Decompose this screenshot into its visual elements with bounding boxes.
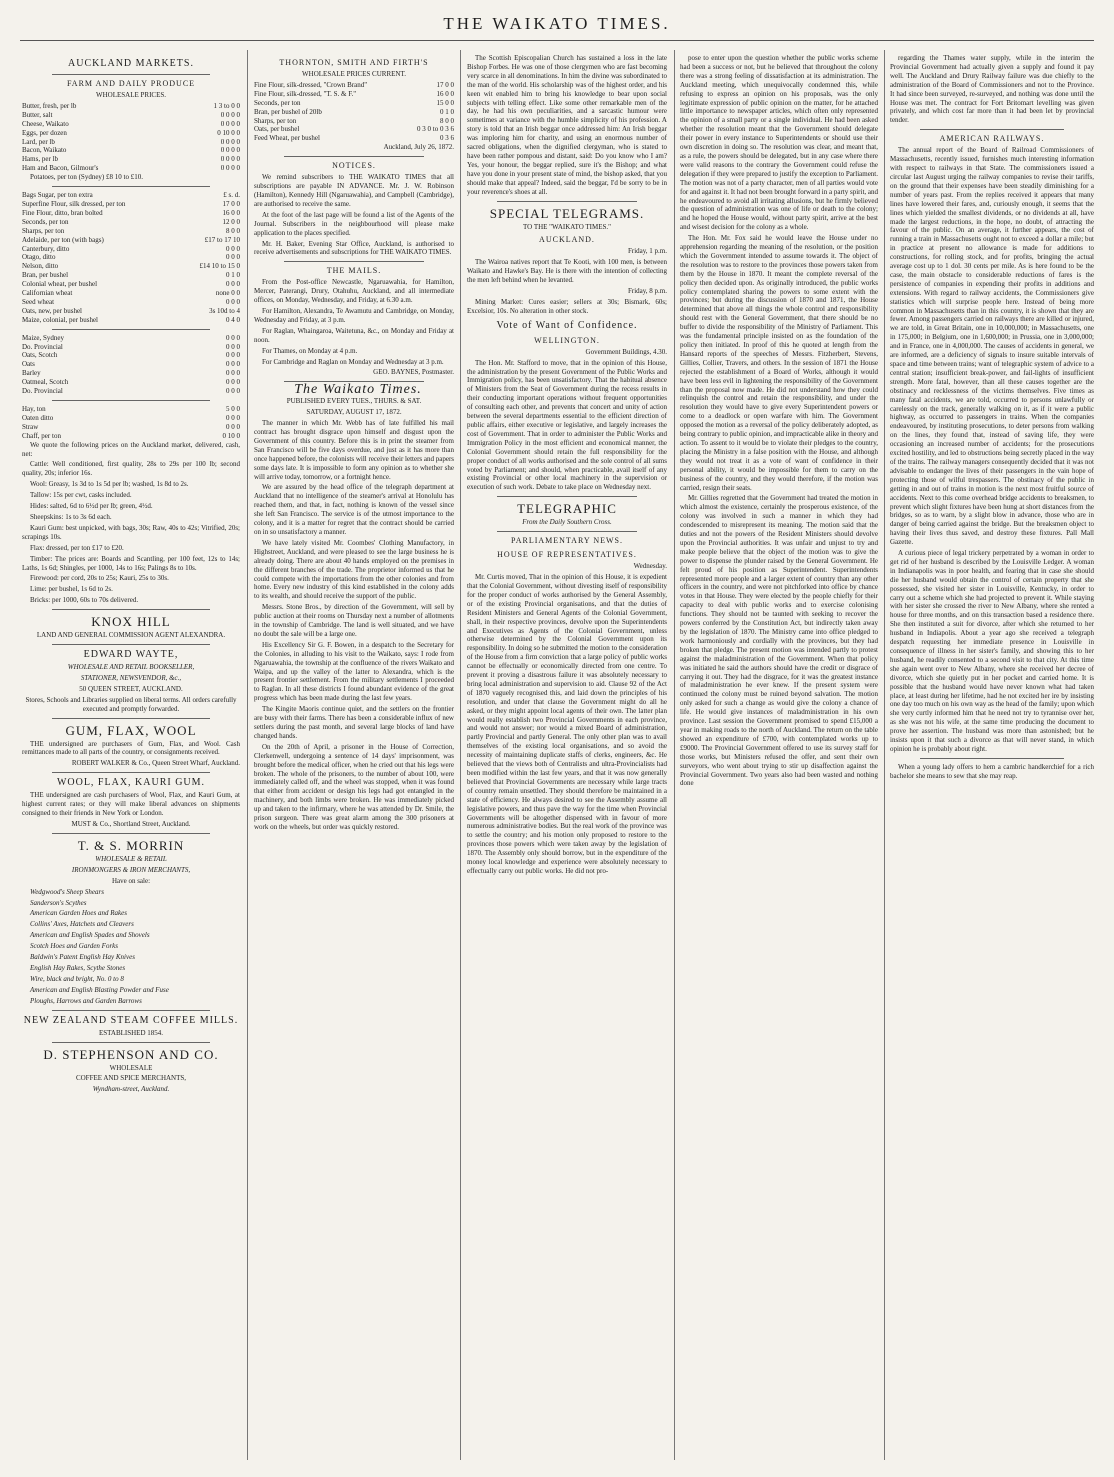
knox-heading: KNOX HILL [91, 614, 171, 630]
price-item: Superfine Flour, silk dressed, per ton [22, 199, 126, 208]
price-value: 0 0 0 [226, 253, 240, 262]
article-paragraph: The manner in which Mr. Webb has of late fulfilled his mail contract has brought disgrace upon himself and disgust upon the Government of this country. Before this is in print the steamer from San Francisco will be five days overdue, and just as it has more than once happened before, the colonists will receive their letters and papers some days late. It is impossible to form any opinion as to whether she will arrive today, tomorrow, or a fortnight hence. [254, 419, 454, 481]
column-4 [680, 54, 878, 1464]
price-value: 0 0 0 [226, 244, 240, 253]
hay-price-list [22, 405, 240, 441]
price-item: Bran, per bushel [22, 271, 69, 280]
price-item: Oats, Scotch [22, 351, 58, 360]
price-item: Oats, new, per bushel [22, 306, 83, 315]
market-paragraph: Kauri Gum: best unpicked, with bags, 30s; Raw, 40s to 42s; Vitrified, 20s; scrapings 10s. [22, 523, 240, 541]
from-southern-cross: From the Daily Southern Cross. [522, 518, 612, 527]
telegram-te-kooti: The Wairoa natives report that Te Kooti, with 100 men, is between Waikato and Hawke's Bay. He is there with the intention of collecting the men left behind when he levanted. [467, 258, 667, 285]
price-row [22, 405, 240, 414]
article-paragraph: Messrs. Stone Bros., by direction of the Government, will sell by public auction at their rooms on Thursday next a number of allotments in the township of Cambridge. The land is well situated, and we have no doubt the sale will be a large one. [254, 603, 454, 638]
list-item: American Garden Hoes and Rakes [30, 909, 127, 918]
price-item: Chaff, per ton [22, 431, 61, 440]
wool-text: THE undersigned are cash purchasers of Wool, Flax, and Kauri Gum, at highest current rates; or they will make liberal advances on shipments consigned to their friends in New York or London. [22, 791, 240, 818]
special-telegrams-heading: SPECIAL TELEGRAMS. [489, 205, 645, 221]
price-item: Hay, ton [22, 405, 46, 413]
price-value: 3s 10d to 4 [209, 306, 240, 315]
thornton-price-list [254, 81, 454, 143]
price-row [22, 387, 240, 396]
price-value: 8 0 0 [226, 226, 240, 235]
price-item: Seed wheat [22, 297, 55, 306]
mail-paragraph: For Thames, on Monday at 4 p.m. [262, 346, 358, 355]
wool-heading: WOOL, FLAX, KAURI GUM. [56, 777, 206, 789]
price-row [22, 378, 240, 387]
list-item: Wire, black and bright, No. 0 to 8 [30, 974, 124, 983]
morrin-item-list [22, 888, 240, 1006]
price-row [22, 351, 240, 360]
column-2 [254, 54, 454, 1464]
stephenson-heading: D. STEPHENSON AND CO. [43, 1046, 219, 1062]
price-row [22, 289, 240, 298]
price-value: 0 0 0 0 [220, 137, 240, 146]
price-item: Colonial wheat, per bushel [22, 280, 98, 289]
masthead-rule [20, 40, 1094, 41]
column-1 [22, 54, 240, 1464]
price-item: Hams, per lb [22, 155, 58, 164]
market-paragraph: Wool: Greasy, 1s 3d to 1s 5d per lb; washed, 1s 8d to 2s. [30, 480, 189, 489]
price-row [22, 369, 240, 378]
price-item: Fine Flour, silk-dressed, "Crown Brand" [254, 80, 368, 89]
wholesale-label: WHOLESALE PRICES. [96, 91, 166, 99]
price-value: 0 1 0 [440, 107, 454, 116]
price-value: 8 0 0 [440, 116, 454, 125]
price-row [254, 81, 454, 90]
debate-continuation [680, 54, 878, 788]
price-value: 0 0 0 [226, 387, 240, 396]
column-divider [674, 50, 675, 1460]
price-value: 0 3 6 [440, 134, 454, 143]
price-item: Oats [22, 360, 35, 369]
price-row [22, 227, 240, 236]
price-value: 0 0 0 0 [220, 146, 240, 155]
price-item: Barley [22, 369, 41, 378]
price-row [22, 245, 240, 254]
column-divider [460, 50, 461, 1460]
government-buildings: Government Buildings, 4.30. [585, 347, 667, 356]
price-value: 0 0 0 [226, 413, 240, 422]
price-item: Sharps, per ton [254, 116, 297, 125]
knox-text: LAND AND GENERAL COMMISSION AGENT ALEXANDRA. [36, 631, 226, 640]
price-row [22, 334, 240, 343]
price-row [22, 253, 240, 262]
bishop-paragraph: The Scottish Episcopalian Church has sustained a loss in the late Bishop Forbes. He was one of those clergymen who are fast becoming very scarce in all denominations. In him the divine was subordinated to the man of the world. His scholarship was of the highest order, and his keen wit enabled him to bring his knowledge to bear upon social subjects with telling effect. Like some other remarkable men of the day, he had his own peculiarities, and a sarcastic humour were sometimes at variance with the humble simplicity of his profession. A story is told that an Irish beggar once addressed him: An Irish beggar was imploring him for charity, and using an enormous number of sacred obligations, when the dignified clergyman, who is stated to have been rather pompous and distant, said: Do you know who I am? Yes, your honour, the beggar replied, sure it's the Bishop; and what have you done in your present state of mind, the bishop asked, that you should make that appeal? Indeed, said the beggar, I'd be sorry to be in your reverence's shoes at all. [467, 54, 667, 196]
price-item: Ham and Bacon, Gilmour's [22, 164, 99, 173]
wayte-subheading-2: STATIONER, NEWSVENDOR, &c., [80, 673, 182, 682]
column-5 [890, 54, 1094, 1464]
curtis-speech [467, 573, 667, 876]
price-item: Cheese, Waikato [22, 119, 69, 128]
produce-price-list [22, 334, 240, 396]
morrin-have: Have on sale: [111, 876, 151, 885]
column-divider [247, 50, 248, 1460]
price-row [22, 236, 240, 245]
article-paragraph: On the 20th of April, a prisoner in the House of Correction, Clerkenwell, undergoing a sentence of 14 days' imprisonment, was brought before the medical officer, when he cried out that his legs were broken. The whole of the prisoners, to the number of about 100, were immediately called off, and the wheel was stopped, when it was found that either from accident or design his legs had got entangled in the machinery, and both limbs were broken. He was immediately picked up and taken to the infirmary, where he was attended by Dr. Smile, the prison surgeon. There was great alarm among the 300 prisoners at work on the wheels, but order was quickly restored. [254, 742, 454, 831]
price-row [22, 146, 240, 155]
price-list [22, 102, 240, 173]
price-row [22, 414, 240, 423]
price-value: £17 to 17 10 [204, 235, 240, 244]
article-paragraph: pose to enter upon the question whether the public works scheme had been a success or not, but he believed that throughout the colony there was a strong feeling of dissatisfaction at its administration. The Auckland meeting, which unequivocally condemned this, while refusing to express an opinion on his proposals, was the only legitimate expression of public opinion on the matter, for he attached little importance to newspaper articles, which often only represented the opinion of a small party or a single individual. He had been asked whether the resolution meant that the Government should delegate their power in every instance to Superintendents or should use their own discretion in doing so. The resolution was clear, and meant that, as a rule, the powers should be delegated, but in any case where there were valid reasons to the contrary the Government could refuse the delegation if they were prepared to justify the exception to Parliament. The motion was not of a party character, men of all parties would vote for and against it. It had not been brought forward in a party spirit, and he endeavoured to avoid all irritating allusions, but he firmly believed the question of administration was one of life or death to the colony; and he hoped the House would, without party spirit, arrive at the best and wisest decision for the colony as a whole. [680, 54, 878, 232]
price-value: 0 10 0 0 [217, 128, 240, 137]
wayte-text: Stores, Schools and Libraries supplied on liberal terms. All orders carefully executed and promptly forwarded. [25, 695, 237, 713]
price-row [22, 200, 240, 209]
market-paragraph: Tallow: 15s per cwt, casks included. [30, 491, 132, 500]
mail-paragraph: From the Post-office Newcastle, Ngaruawahia, for Hamilton, Mercer, Paterangi, Drury, Otahuhu, Auckland, and all intermediate offices, on Monday, Wednesday, and Friday, at 6.30 a.m. [254, 278, 454, 305]
auckland-heading: AUCKLAND. [539, 235, 595, 245]
price-value: 0 3 0 to 0 3 6 [417, 125, 454, 134]
price-item: Bags Sugar, per ton extra [22, 191, 93, 200]
price-item: Seconds, per ton [22, 217, 69, 226]
price-row [22, 316, 240, 325]
thornton-subheading: WHOLESALE PRICES CURRENT. [302, 70, 406, 78]
article-paragraph: Mr. Gillies regretted that the Government had treated the motion in which almost the existence, certainly the prosperous existence, of the colony was involved in such a manner in which they had condescended to misrepresent its meaning. The motion said that the duties and not the powers of the Resident Ministers should devolve upon the Provincial authorities. It was unfair and unjust to try and make people believe that the object of the motion was to give the power to dispense the plunder raised by the General Government. He felt proud of his position as Superintendent. Superintendents represented more people and a larger extent of country than any other officers in the country, and were not pitchforked into office by chance votes in that House. They were elected by the people chiefly for their capacity to deal with public works and to exercise colonising functions. They should not be taunted with seeking to recover the powers conferred by the Constitution Act, but indirectly taken away by the legislation of 1870. The Ministry came into office pledged to work harmoniously and cordially with the provinces, but they had broken that pledge. The present motion was intended partly to protest against the maladministration of the Government. When that policy was initiated he said the authors should have the credit or disgrace of carrying it out. They had the disgrace, for it was the greatest instance of maladministration he ever knew. If the present system were continued the colony must be ruined beyond salvation. The motion only asked for such a change as would give the colony a chance of life. He would give instances of maladministration in his own province. Last session the Government promised to spend £15,000 a year in making roads to the north of Auckland. The return on the table showed an expenditure of £700, with contemplated works up to £9000. The Provincial Government offered to use its survey staff for those works, but Ministers refused the offer, and sent their own surveyors, who went about trying to stir up disaffection against the Provincial Government. Two years also had been wasted and nothing done [680, 494, 878, 788]
market-paragraph: Timber: The prices are: Boards and Scantling, per 100 feet, 12s to 14s; Laths, 1s 6d; Shingles, per 1000, 14s to 16s; Palings 8s to 10s. [22, 554, 240, 572]
price-value: 0 0 0 [226, 369, 240, 378]
price-value: 0 0 0 0 [220, 164, 240, 173]
quote-note: We quote the following prices on the Auckland market, delivered, cash, net: [22, 440, 240, 458]
gum-signature: ROBERT WALKER & Co., Queen Street Wharf, Auckland. [71, 759, 240, 768]
price-item: Maize, Sydney [22, 333, 64, 342]
market-paragraph: Sheepskins: 1s to 3s 6d each. [30, 512, 112, 521]
market-paragraph: Bricks: per 1000, 60s to 70s delivered. [30, 596, 139, 605]
price-row [254, 125, 454, 134]
list-item: Wedgwood's Sheep Shears [30, 887, 104, 896]
price-value: 0 0 0 [226, 360, 240, 369]
morrin-heading: T. & S. MORRIN [77, 837, 185, 853]
price-item: Otago, ditto [22, 253, 56, 262]
market-paragraph: Flax: dressed, per ton £17 to £20. [30, 543, 124, 552]
price-item: Canterbury, ditto [22, 244, 70, 253]
column-divider [884, 50, 885, 1460]
thornton-heading: THORNTON, SMITH AND FIRTH'S [279, 58, 429, 67]
price-item: Butter, salt [22, 110, 53, 119]
article-paragraph: The annual report of the Board of Railroad Commissioners of Massachusetts, recently issued, furnishes much interesting information with respect to railways in that State. The commissioners issued a circular last August urging the railway companies to revise their tariffs, on the ground that their expenses have been steadily diminishing for a number of years past. From the replies received it appears that many lines have lowered their fares, and, curiously enough, it seems that the lines which yielded the smallest dividends, or no dividends at all, have made the largest reductions, in the hope, no doubt, of attracting the favour of the public. On an average, it further appears, the cost of running a train in Massachusetts ought not to exceed a dollar a mile; but in practice at present no allowance is made for additions to constructions, for rolling stock, and for profits, bringing the actual average cost up to 1 dol. 30 cents per mile. As is here found to be the case, the main obstacle to considerable reductions of fares is the persistence of companies in expending their profits in additions and extensions. With regard to railway accidents, the Commissioners give statistics which will surprise people here. Instead of being more common in Massachusetts than in this country, it is shown that they are fewer. Among passengers carried on railways there are killed or injured, we are told, in Great Britain, one in 10,000,000; in Massachusetts, one in 175,000; in Belgium, one in 1,600,000; in Prussia, one in 3,000,000; and in France, one in 4,000,000. The causes of accidents in general, we are informed, are a deficiency of signals to insure suitable intervals of space and time between trains; want of telegraphic system of advice to a central station; insufficient break-power, and fail-lights of insufficient strength. More fatal, however, than all these causes together are the obstinacy and recklessness of the victims themselves. Five times as many fatal accidents, we are told, occurred to persons unlawfully or carelessly on the track, generally walking on it, as if it were a public highway, as occurred to passengers in trains. When the companies endeavoured, by instituting prosecutions, to deter persons from walking on the lines, they found that, instead of saving life, they were occasioning an increased number of accidents; for the prosecutions excited hostility, and led to obstructions being secretly placed in the way of the trains. The railway managers consequently decided that it was not advisable to endanger the lives of their passengers in the vain hope of protecting those of wilful trespassers. The obstinacy of the public in getting in and out of trains in motion is the next most fruitful source of accidents. Next to this come overhead bridge accidents to breaksmen, to prevent which slight fixtures have been hung at short distances from the bridges, so as to warn, by a slight blow in advance, those who are in danger of being carried against the bridge. But the breaksmen object to having their lives thus saved, and destroy these fixtures. Pall Mall Gazette. [890, 146, 1094, 547]
article-paragraph: His Excellency Sir G. F. Bowen, in a despatch to the Secretary for the Colonies, in alluding to his visit to the Waikato, says: I rode from Ngaruawahia, the township at the confluence of the rivers Waikato and Waipa, and up the valley of the latter to Alexandra, which is the present frontier settlement. From the military settlements I proceeded to Raglan. In all these districts I found abundant evidence of the great progress which has been made during the last few years. [254, 640, 454, 703]
list-item: American and English Spades and Shovels [30, 931, 150, 940]
price-row [22, 164, 240, 173]
price-item: Butter, fresh, per lb [22, 101, 77, 110]
price-row [22, 111, 240, 120]
price-item: Seconds, per ton [254, 98, 301, 107]
price-row [22, 298, 240, 307]
price-item: Oats, per bushel [254, 125, 300, 134]
price-value: 1 3 to 0 0 [213, 101, 240, 110]
price-value: 0 4 0 [226, 315, 240, 324]
price-row [22, 209, 240, 218]
price-row [22, 343, 240, 352]
price-row [22, 155, 240, 164]
price-value: 0 0 0 0 [220, 110, 240, 119]
price-value: 0 0 0 [226, 280, 240, 289]
mail-paragraph: For Cambridge and Raglan on Monday and Wednesday at 3 p.m. [262, 357, 444, 366]
price-item: Bacon, Waikato [22, 146, 67, 155]
list-item: Ploughs, Harrows and Garden Barrows [30, 996, 142, 1005]
price-value: none 0 0 [215, 289, 240, 298]
notice-paragraph: At the foot of the last page will be found a list of the Agents of the Journal. Subscribers in the neighbourhood will please make application to the places specified. [254, 210, 454, 237]
list-item: Collins' Axes, Hatchets and Cleavers [30, 920, 134, 929]
price-value: 16 0 0 [436, 89, 454, 98]
price-value: 0 1 0 [226, 271, 240, 280]
notice-paragraph: We remind subscribers to THE WAIKATO TIMES that all subscriptions are payable IN ADVANCE. Mr. J. W. Robinson (Hamilton), Kennedy Hill (Ngaruawahia), and Campbell (Cambridge), are authorised to receive the same. [254, 173, 454, 208]
thames-paragraph: regarding the Thames water supply, while in the interim the Provincial Government had actually given a supply and found it pay well. The Auckland and Drury Railway failure was due chiefly to the administration of the Board of Commissioners and not to the Province. It had since been surveyed, re-surveyed, and nothing was done until the House was met. The contract for Fort Britomart levelling was given privately, and which cost far more than it had been let by provincial tender. [890, 54, 1094, 125]
market-paragraph: Firewood: per cord, 20s to 25s; Kauri, 25s to 30s. [30, 574, 169, 583]
closing-quip: When a young lady offers to hem a cambric handkerchief for a rich bachelor she means to sew that she may reap. [890, 762, 1094, 780]
market-paragraph: Hides: salted, 6d to 6½d per lb; green, 4½d. [30, 502, 153, 511]
price-item: Nelson, ditto [22, 262, 59, 271]
list-item: Baldwin's Patent English Hay Knives [30, 953, 135, 962]
gum-text: THE undersigned are purchasers of Gum, Flax, and Wool. Cash remittances made to all parts of the country, or consignments received. [22, 739, 240, 757]
vote-text: The Hon. Mr. Stafford to move, that in the opinion of this House, the administration by the present Government of the Public Works and Immigration policy, has been unsatisfactory. That the habitual absence of Ministers from the Seat of Government during the recess results in their conducting important operations without frequent opportunities of consulting each other, and prevents that concert and unity of action between the several departments essential to the efficient direction of public affairs, either executive or legislative, and largely increases the cost of Government. That in order to administer the Public Works and Immigration Policy in the most efficient and economical manner, the Colonial Government should retain the full responsibility for the proper conduct of all works authorised and the sole control of all sums voted by Parliament; and should, when practicable, avail itself of any existing Provincial or other local machinery in the supervision or execution of such work. Debate to take place on Wednesday next. [467, 358, 667, 492]
article-paragraph: We have lately visited Mr. Coombes' Clothing Manufactory, in Highstreet, Auckland, and were pleased to see the large business he is already doing. There are about 40 hands employed on the premises in the different branches of the trade. The proprietor informed us that he could compete with the importations from the other colonies and from home. Every new industry of this kind established in the colony adds to its wealth, and should receive the support of the public. [254, 538, 454, 601]
price-row [254, 90, 454, 99]
price-item: Californian wheat [22, 289, 73, 298]
telegraphic-heading: TELEGRAPHIC [517, 501, 617, 517]
price-item: Adelaide, per ton (with bags) [22, 235, 104, 244]
price-item: Do. Provincial [22, 342, 63, 351]
article-paragraph: The Kingite Maoris continue quiet, and the settlers on the frontier are busy with their farms. There has been a considerable influx of new settlers during the past month, and several large blocks of land have changed hands. [254, 705, 454, 740]
paper-title: The Waikato Times. [294, 382, 422, 398]
article-paragraph: We are assured by the head office of the telegraph department at Auckland that no intelligence of the steamer's arrival at Honolulu has reached them, and that, in fact, nothing is known of the vessel since she left San Francisco. The service is of the utmost importance to the colony, and it is a matter for regret that the contract should be carried on in so unsatisfactory a manner. [254, 483, 454, 536]
grocery-price-list [22, 191, 240, 325]
price-row [22, 129, 240, 138]
mails-heading: THE MAILS. [326, 266, 382, 276]
price-item: Bran, per bushel of 20lb [254, 107, 322, 116]
price-row [254, 108, 454, 117]
mails-signature: GEO. BAYNES, Postmaster. [373, 368, 454, 377]
price-value: 17 0 0 [436, 80, 454, 89]
price-item: Lard, per lb [22, 137, 55, 146]
thornton-date: Auckland, July 26, 1872. [383, 143, 454, 152]
price-item: Straw [22, 422, 39, 431]
price-row [22, 280, 240, 289]
potatoes-line: Potatoes, per ton (Sydney) £8 10 to £10. [30, 173, 143, 182]
parliamentary-heading: PARLIAMENTARY NEWS. [511, 536, 623, 546]
price-value: 0 0 0 0 [220, 155, 240, 164]
price-row [22, 218, 240, 227]
market-paragraph: Cattle: Well conditioned, first quality, 28s to 29s per 100 lb; second quality, 20s; inferior 16s. [22, 460, 240, 478]
railways-article [890, 146, 1094, 754]
stephenson-subheading: WHOLESALE [109, 1063, 153, 1072]
price-item: Eggs, per dozen [22, 128, 67, 137]
house-heading: HOUSE OF REPRESENTATIVES. [497, 550, 637, 560]
market-paragraph: Lime: per bushel, 1s 6d to 2s. [30, 585, 113, 594]
price-row [22, 191, 240, 200]
telegram-mining: Mining Market: Cures easier; sellers at 30s; Bismark, 60s; Excelsior, 10s. No alteration in other stock. [467, 297, 667, 315]
special-subheading: TO THE "WAIKATO TIMES." [522, 222, 612, 231]
wayte-subheading: WHOLESALE AND RETAIL BOOKSELLER, [67, 663, 195, 672]
coffee-heading: NEW ZEALAND STEAM COFFEE MILLS. [23, 1014, 239, 1026]
wayte-heading: EDWARD WAYTE, [83, 649, 179, 661]
wool-signature: MUST & Co., Shortland Street, Auckland. [71, 820, 191, 828]
price-item: Do. Provincial [22, 387, 63, 396]
price-row [22, 307, 240, 316]
price-value: 0 0 0 [226, 333, 240, 342]
leader-article [254, 419, 454, 832]
list-item: Scotch Hoes and Garden Forks [30, 942, 119, 951]
price-row [22, 360, 240, 369]
article-paragraph: A curious piece of legal trickery perpetrated by a woman in order to get rid of her husband is described by the Louisville Ledger. A woman in Indianapolis was in poor health, and fearing that in case she should die her husband would obtain the control of certain property that she possessed, she visited her sister in Louisville, Kentucky, in order to carry out a scheme which she had projected to prevent it. While staying with her sister she crossed the river to New Albany, where she rented a house for three months, and on this transaction based a residence there. She then instituted a suit for divorce, after which she returned to her husband in Indiapolis. About a year ago she received a telegraph despatch requesting her immediate presence in Louisville in consequence of illness in her sister's family, and showing this to her husband, he readily consented to a second visit to that city. At this time she again went over to New Albany, where she received her decree of divorce, which she quietly put in her pocket and carried home. It is possible that the husband would have never known what had taken place, at least during her lifetime, had he not excited her ire by insisting one day too much on his own way as the head of the family; upon which she very curtly informed him that he need not try to tyrannise over her, as she was not his wife, at the same time producing the document to prove her assertion. The husband was more than astonished; but he insists upon it that such a divorce as that will never stand, in which opinion he is probably about right. [890, 549, 1094, 753]
wednesday-label: Wednesday. [633, 562, 667, 571]
friday-1pm: Friday, 1 p.m. [627, 247, 667, 256]
price-item: Feed Wheat, per bushel [254, 134, 320, 143]
wellington-heading: WELLINGTON. [534, 335, 600, 345]
notices-heading: NOTICES. [332, 161, 376, 171]
markets-heading: AUCKLAND MARKETS. [68, 58, 194, 69]
farm-heading: FARM AND DAILY PRODUCE [66, 79, 196, 88]
stephenson-address: Wyndham-street, Auckland. [92, 1085, 170, 1094]
railways-heading: AMERICAN RAILWAYS. [939, 134, 1045, 144]
price-value: 5 0 0 [226, 405, 240, 413]
price-value: £ s. d. [223, 191, 240, 200]
friday-8pm: Friday, 8 p.m. [627, 287, 667, 296]
mail-paragraph: For Raglan, Whaingaroa, Waitetuna, &c., on Monday and Friday at noon. [254, 326, 454, 344]
price-value: 15 0 0 [436, 98, 454, 107]
gum-heading: GUM, FLAX, WOOL [65, 722, 197, 738]
price-row [254, 117, 454, 126]
notice-paragraph: Mr. H. Baker, Evening Star Office, Auckland, is authorised to receive advertisements and subscriptions for THE WAIKATO TIMES. [254, 239, 454, 257]
coffee-established: ESTABLISHED 1854. [99, 1028, 163, 1037]
price-item: Oaten ditto [22, 413, 54, 422]
stephenson-subheading-2: COFFEE AND SPICE MERCHANTS, [75, 1074, 187, 1083]
price-value: 17 0 0 [222, 199, 240, 208]
list-item: Sanderson's Scythes [30, 898, 87, 907]
issue-date: SATURDAY, AUGUST 17, 1872. [306, 408, 402, 417]
price-row [22, 102, 240, 111]
masthead: THE WAIKATO TIMES. [443, 14, 671, 33]
mails-list [254, 278, 454, 366]
price-row [22, 262, 240, 271]
price-value: 0 10 0 [222, 431, 240, 440]
column-3 [467, 54, 667, 1464]
list-item: American and English Blasting Powder and Fuse [30, 985, 169, 994]
price-row [22, 423, 240, 432]
morrin-subheading: WHOLESALE & RETAIL [95, 854, 167, 863]
price-value: 0 0 0 [226, 378, 240, 387]
market-report [22, 460, 240, 605]
price-value: 12 0 0 [222, 217, 240, 226]
price-row [22, 432, 240, 441]
price-row [254, 99, 454, 108]
price-item: Fine Flour, ditto, bran bolted [22, 208, 103, 217]
price-item: Oatmeal, Scotch [22, 378, 69, 387]
price-row [22, 138, 240, 147]
price-value: 0 0 0 0 [220, 119, 240, 128]
price-value: 0 0 0 [226, 342, 240, 351]
price-value: 0 0 0 [226, 422, 240, 431]
price-row [22, 271, 240, 280]
price-value: 0 0 0 [226, 297, 240, 306]
price-item: Maize, colonial, per bushel [22, 315, 99, 324]
morrin-subheading-2: IRONMONGERS & IRON MERCHANTS, [71, 865, 191, 874]
mail-paragraph: For Hamilton, Alexandra, Te Awamutu and Cambridge, on Monday, Wednesday and Friday, at 3 p.m. [254, 307, 454, 324]
notices-list [254, 173, 454, 257]
article-paragraph: The Hon. Mr. Fox said he would leave the House under no apprehension regarding the meaning of the resolution, or the position which the Government intended to assume towards it. The object of the resolution was to restore to the provinces those powers taken from them by the House in 1870. It meant the complete reversal of the policy then decided upon. As originally introduced, the public works policy contemplated sharing the powers to some extent with the provinces; but during the discussion of 1870 and 1871, the House determined that above all things the whole control and responsibility should rest with the General Government, that there should be no buffer to divide the responsibility of the Ministry of Parliament. This was the fundamental principle insisted on as the foundation of the policy then initiated. In proof of this he quoted at length from the Hansard reports of the speeches of Messrs. Fitzherbert, Stevens, Gillies, Collier, Travers, and others. In the session of 1871 the House rejected the establishment of a Board of Works, although it would have been less evil in lightening the responsibility of the Government than the proposal now made. He did not understand how they could relinquish the control and retain the responsibility, and under the resolution they would have to give every Superintendent powers or come to a deadlock or open warfare with him. The Government opposed the motion as a reversal of the policy deliberately adopted, as being contrary to public opinion, and impracticable alike in theory and action. To assent to it would be to violate their pledges to the country, placing the Ministry in a false position with the House, and although they would not treat it as a vote of want of confidence in their personal ability, it would be impossible for them to carry on the business of the country, and they would therefore, if the motion was carried, resign their seats. [680, 234, 878, 492]
price-item: Fine Flour, silk-dressed, "T. S. & F." [254, 89, 357, 98]
price-value: 0 0 0 [226, 351, 240, 360]
list-item: English Hay Rakes, Scythe Stones [30, 963, 126, 972]
price-value: 16 0 0 [222, 208, 240, 217]
price-row [22, 120, 240, 129]
wayte-address: 50 QUEEN STREET, AUCKLAND. [79, 684, 183, 693]
article-paragraph: Mr. Curtis moved, That in the opinion of this House, it is expedient that the Colonial Government, without divesting itself of responsibility for the proper conduct of works authorised by the General Assembly, or of the existing Provincial organisations, and that the duties of Resident Ministers and General Agents of the Colonial Government, shall, in their respective provinces, devolve upon the Superintendents and Executives as Agents of the Colonial Government, unless otherwise determined by the Colonial Government upon its responsibility. In doing so he submitted the motion to the consideration of the House from a firm conviction that a large policy of public works cannot be effectually or economically directed from one centre. To prevent it proving a disastrous failure it was absolutely necessary to bring local administration and supervision to aid. Clause 92 of the Act of 1870 vaguely recognised this, and laid down the principles of his resolution, and under that clause the Government might do all he asked, or they might appoint local agents of their own. The latter plan would really establish two Provincial Governments in each province, and would not answer; nor would a mixed Board of administration, partly Provincial and partly General. The only other plan was to avail themselves of the existing local organisations, and so avoid the necessity of maintaining duplicate staffs of clerks, engineers, &c. He believed that the views both of Centralists and ultra-Provincialists had been modified within the last few years, and that it was now generally believed that Provincial Governments are necessary while large tracts of country remain unsettled. They should therefore be maintained in a state of efficiency. He always desired to see the Assembly assume all legislative powers, and thus pave the way for the time when Provincial Governments will be altogether dispensed with in favour of more numerous administrative bodies. But the real work of the province was to settle the country; and his motion only proposed to restore to the provinces those powers which were taken away by the legislation of 1870. The Assembly only should borrow, but in the expenditure of the money local knowledge and experience were absolutely necessary to effectually carry out public works. He did not pro- [467, 573, 667, 875]
price-row [254, 134, 454, 143]
price-value: £14 10 to 15 0 [199, 262, 240, 271]
vote-heading: Vote of Want of Confidence. [496, 319, 638, 331]
paper-tagline: PUBLISHED EVERY TUES., THURS. & SAT. [286, 397, 422, 406]
price-item: Sharps, per ton [22, 226, 65, 235]
